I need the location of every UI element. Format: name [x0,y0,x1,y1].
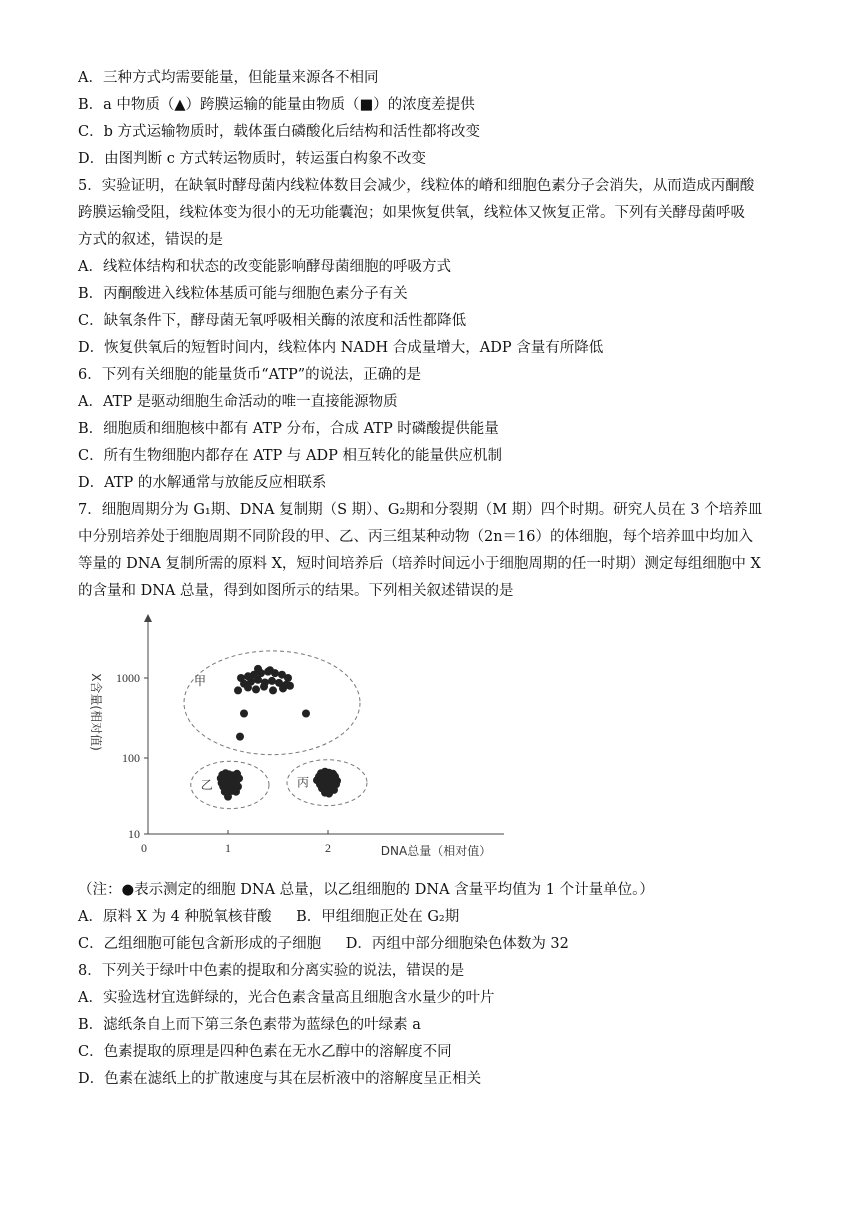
q8-stem: 8．下列关于绿叶中色素的提取和分离实验的说法，错误的是 [78,963,465,979]
data-points [217,665,341,801]
y-tick-label: 1000 [116,671,140,685]
x-tick-label: 2 [325,841,331,855]
y-tick-label: 10 [128,827,140,841]
q7-option-a: A．原料 X 为 4 种脱氧核苷酸 [78,909,272,925]
q4-option-c: C．b 方式运输物质时，载体蛋白磷酸化后结构和活性都将改变 [78,124,480,140]
q5-option-a: A．线粒体结构和状态的改变能影响酵母菌细胞的呼吸方式 [78,259,451,275]
group-label: 甲 [194,673,207,688]
q5-option-d: D．恢复供氧后的短暂时间内，线粒体内 NADH 合成量增大，ADP 含量有所降低 [78,340,604,356]
q7-stem-line-1: 7．细胞周期分为 G₁期、DNA 复制期（S 期）、G₂期和分裂期（M 期）四个时期。研究人员在 3 个培养皿 [78,502,763,518]
scatter-chart [76,612,516,864]
data-point [284,674,292,682]
data-point [232,788,240,796]
group-label: 乙 [200,777,213,792]
q8-option-a: A．实验选材宜选鲜绿的，光合色素含量高且细胞含水量少的叶片 [78,990,495,1006]
q7-options-row-1 [78,907,459,927]
scatter-chart-svg [76,612,516,864]
q6-option-c: C．所有生物细胞内都存在 ATP 与 ADP 相互转化的能量供应机制 [78,448,502,464]
data-point [269,686,277,694]
data-point [325,790,333,798]
q5-stem-line-2: 跨膜运输受阻，线粒体变为很小的无功能囊泡；如果恢复供氧，线粒体又恢复正常。下列有关酵母菌呼吸 [78,205,745,221]
x-tick-label: 1 [225,841,231,855]
data-point [254,676,262,684]
q7-option-c: C．乙组细胞可能包含新形成的子细胞 [78,936,322,952]
y-axis-label: X含量(相对值) [89,673,103,751]
group-ellipse [184,651,360,755]
q7-note: （注：●表示测定的细胞 DNA 总量，以乙组细胞的 DNA 含量平均值为 1 个计量单位。） [78,882,654,898]
q5-option-c: C．缺氧条件下，酵母菌无氧呼吸相关酶的浓度和活性都降低 [78,313,467,329]
q6-option-d: D．ATP 的水解通常与放能反应相联系 [78,475,327,491]
data-point [244,684,252,692]
q5-stem-line-3: 方式的叙述，错误的是 [78,232,223,248]
q5-stem-line-1: 5．实验证明，在缺氧时酵母菌内线粒体数目会减少，线粒体的嵴和细胞色素分子会消失，从而造成丙酮酸 [78,178,755,194]
q6-option-b: B．细胞质和细胞核中都有 ATP 分布，合成 ATP 时磷酸提供能量 [78,421,499,437]
q8-option-c: C．色素提取的原理是四种色素在无水乙醇中的溶解度不同 [78,1044,452,1060]
data-point [234,686,242,694]
y-axis-label-group [89,673,104,751]
data-point [260,683,268,691]
q8-option-d: D．色素在滤纸上的扩散速度与其在层析液中的溶解度呈正相关 [78,1071,482,1087]
q7-stem-line-2: 中分别培养处于细胞周期不同阶段的甲、乙、丙三组某种动物（2n＝16）的体细胞，每个培养皿中均加入 [78,529,754,545]
data-point [266,666,274,674]
data-point [252,685,260,693]
q7-option-d: D．丙组中部分细胞染色体数为 32 [345,936,569,952]
data-point [254,665,262,673]
q4-option-d: D．由图判断 c 方式转运物质时，转运蛋白构象不改变 [78,151,426,167]
x-axis-label: DNA总量（相对值） [380,844,492,858]
q7-stem-line-3: 等量的 DNA 复制所需的原料 X，短时间培养后（培养时间远小于细胞周期的任一时期）测定每组细胞中 X [78,556,761,572]
q8-option-b: B．滤纸条自上而下第三条色素带为蓝绿色的叶绿素 a [78,1017,421,1033]
data-point [236,733,244,741]
q6-option-a: A．ATP 是驱动细胞生命活动的唯一直接能源物质 [78,394,398,410]
y-tick-label: 100 [122,751,140,765]
q6-stem: 6．下列有关细胞的能量货币“ATP”的说法，正确的是 [78,367,422,383]
q7-options-row-2 [78,934,569,954]
group-label: 丙 [297,775,310,790]
q7-stem-line-4: 的含量和 DNA 总量，得到如图所示的结果。下列相关叙述错误的是 [78,583,514,599]
q7-option-b: B．甲组细胞正处在 G₂期 [296,909,460,925]
q4-option-a: A．三种方式均需要能量，但能量来源各不相同 [78,70,379,86]
data-point [268,677,276,685]
data-point [302,709,310,717]
q5-option-b: B．丙酮酸进入线粒体基质可能与细胞色素分子有关 [78,286,408,302]
data-point [224,793,232,801]
x-tick-label: 0 [141,841,147,855]
data-point [279,684,287,692]
q4-option-b: B．a 中物质（▲）跨膜运输的能量由物质（■）的浓度差提供 [78,97,475,113]
data-point [240,709,248,717]
data-point [286,682,294,690]
